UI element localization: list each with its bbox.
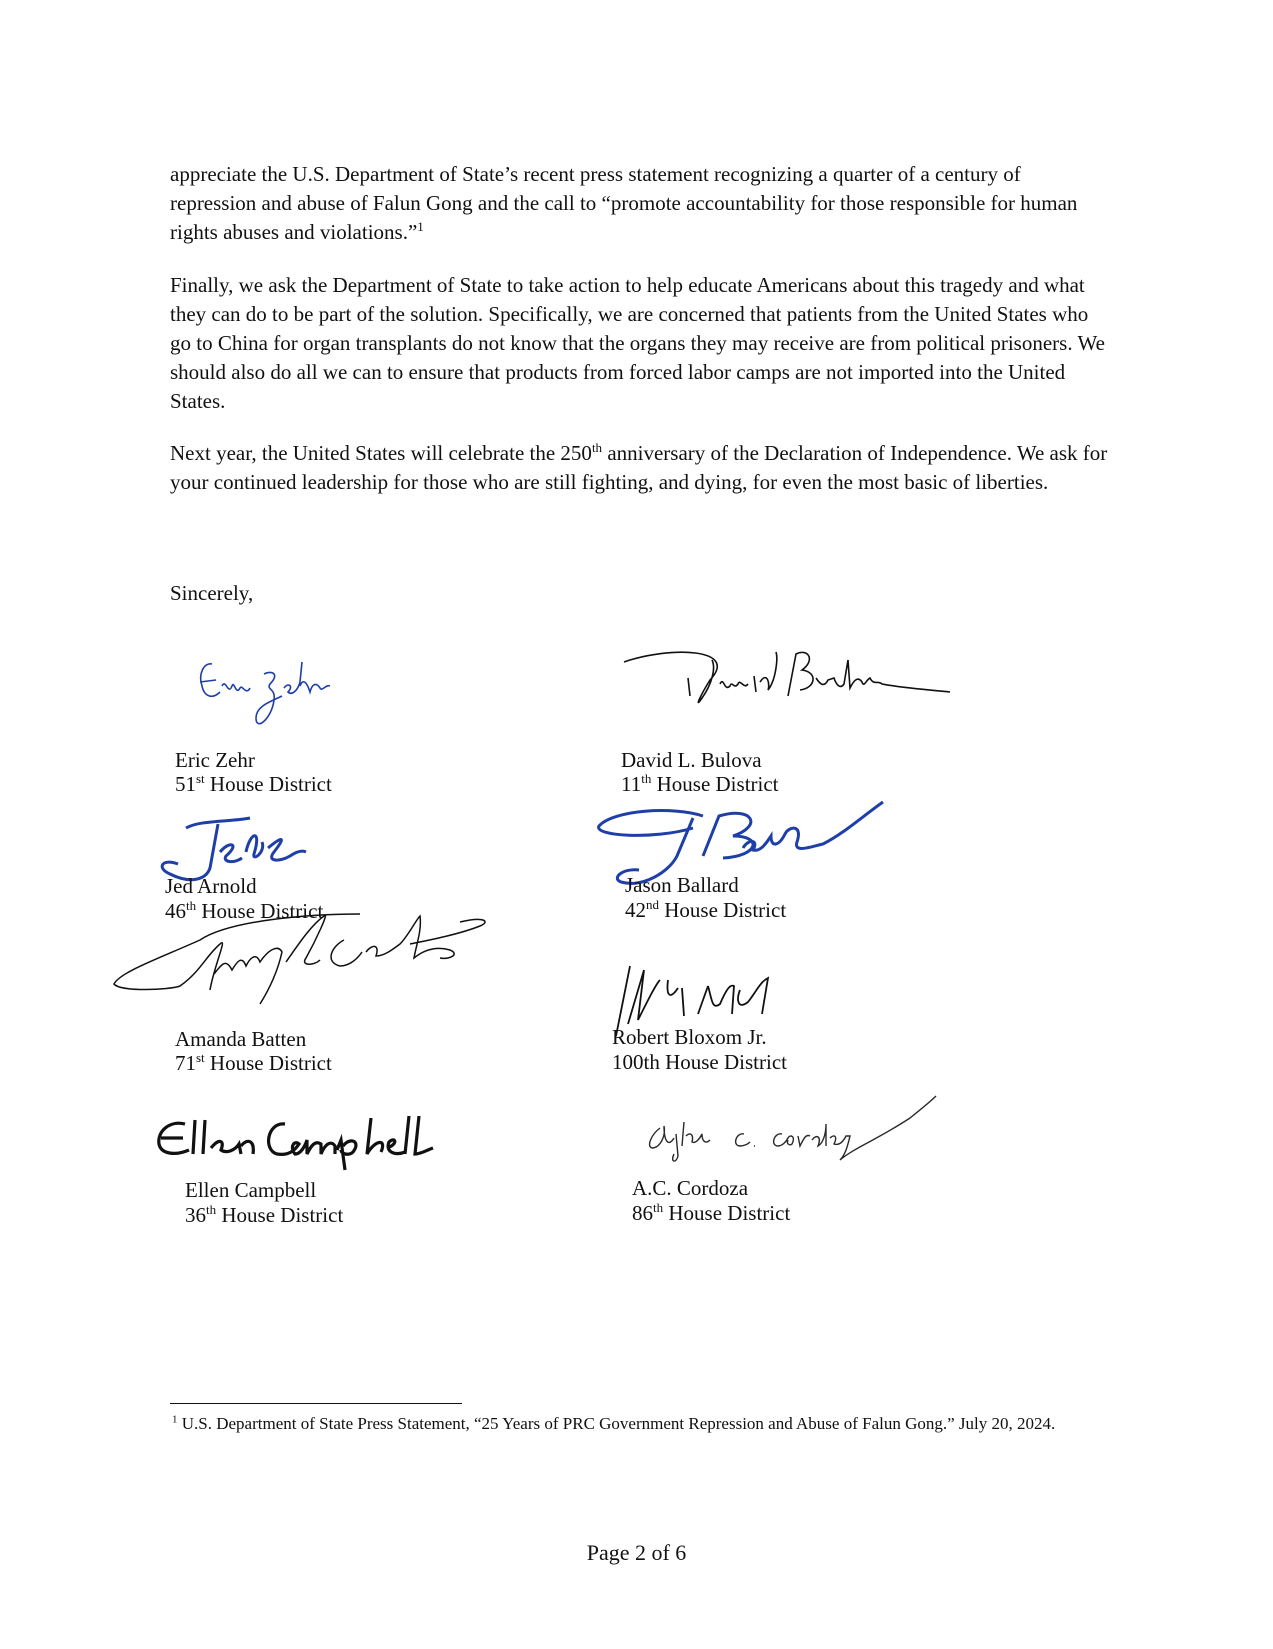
signatory-name-bloxom: Robert Bloxom Jr. [612, 1025, 767, 1049]
signature-ellen-campbell [155, 1110, 455, 1180]
signatory-district-arnold: 46th House District [165, 898, 324, 923]
signatory-district-cordoza: 86th House District [632, 1200, 791, 1225]
page-number: Page 2 of 6 [586, 1540, 687, 1565]
signatory-district-bloxom: 100th House District [612, 1050, 787, 1074]
signatory-district-ballard: 42nd House District [625, 897, 787, 922]
signatory-district-campbell: 36th House District [185, 1202, 344, 1227]
footnote-reference: 1 [417, 219, 424, 234]
paragraph-accountability: appreciate the U.S. Department of State’s recent press statement recognizing a quarter of a century of repression and abuse of Falun Gong and the call to “promote accountability for those responsible for human rights abuses and violations.”$^1$ [170, 162, 1078, 244]
signatory-name-campbell: Ellen Campbell [185, 1178, 317, 1202]
closing: Sincerely, [170, 581, 254, 605]
signatory-district-zehr: 51st House District [175, 771, 332, 796]
signature-david-bulova [620, 640, 960, 730]
signatory-name-bulova: David L. Bulova [621, 748, 762, 772]
signature-ac-cordoza [640, 1088, 940, 1168]
signatory-name-cordoza: A.C. Cordoza [632, 1176, 749, 1200]
paragraph-anniversary: Next year, the United States will celebrate the 250th anniversary of the Declaration of Independence. We ask for your continued leadership for those who are still fighting, and dying, for even the most basic of liberties. [170, 440, 1108, 494]
footnote: $^1$ U.S. Department of State Press Statement, “25 Years of PRC Government Repression and Abuse of Falun Gong.” July 20, 2024. [172, 1413, 1056, 1433]
signatory-name-zehr: Eric Zehr [175, 748, 255, 772]
signatory-district-bulova: 11th House District [621, 771, 779, 796]
signatory-name-arnold: Jed Arnold [165, 874, 257, 898]
paragraph-education: Finally, we ask the Department of State to take action to help educate Americans about this tragedy and what they can do to be part of the solution. Specifically, we are concerned that patients from the United States who go to China for organ transplants do not know that the organs they may receive are from political prisoners. We should also do all we can to ensure that products from forced labor camps are not imported into the United States. [170, 273, 1105, 413]
signatory-name-batten: Amanda Batten [175, 1027, 307, 1051]
footnote-divider [170, 1403, 462, 1404]
signature-eric-zehr [190, 652, 350, 742]
signatory-name-ballard: Jason Ballard [625, 873, 739, 897]
signatory-district-batten: 71st House District [175, 1050, 332, 1075]
